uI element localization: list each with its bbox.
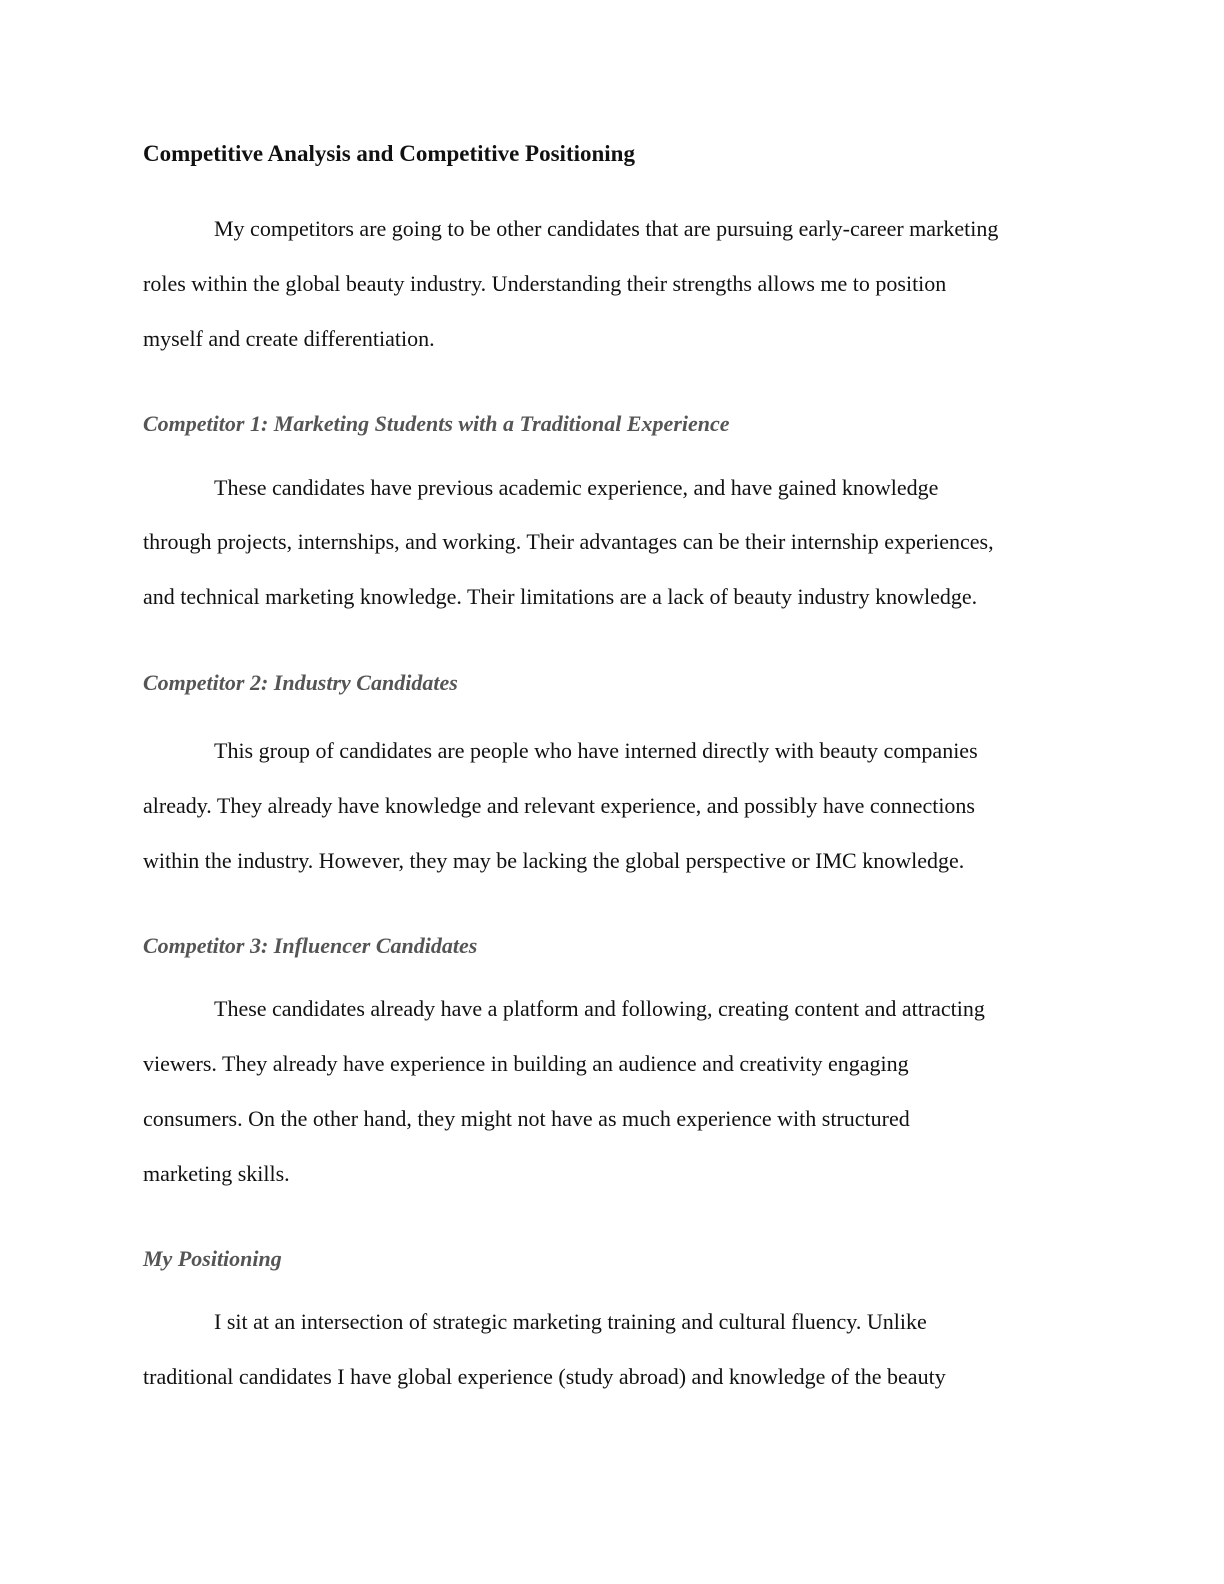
paragraph-line: I sit at an intersection of strategic marketing training and cultural fluency. Unlike bbox=[214, 1309, 927, 1334]
paragraph-line: These candidates have previous academic experience, and have gained knowledge bbox=[214, 475, 939, 500]
paragraph-line: consumers. On the other hand, they might not have as much experience with structured bbox=[143, 1106, 910, 1131]
paragraph-line: and technical marketing knowledge. Their limitations are a lack of beauty industry knowledge. bbox=[143, 584, 978, 609]
document-title: Competitive Analysis and Competitive Positioning bbox=[143, 141, 635, 166]
paragraph-line: viewers. They already have experience in building an audience and creativity engaging bbox=[143, 1051, 909, 1076]
paragraph-line: This group of candidates are people who have interned directly with beauty companies bbox=[214, 738, 978, 763]
paragraph-line: marketing skills. bbox=[143, 1161, 290, 1186]
section-heading-my-positioning: My Positioning bbox=[143, 1246, 282, 1271]
intro-line: myself and create differentiation. bbox=[143, 326, 435, 351]
paragraph-line: These candidates already have a platform and following, creating content and attracting bbox=[214, 996, 985, 1021]
paragraph-line: traditional candidates I have global experience (study abroad) and knowledge of the beauty bbox=[143, 1364, 946, 1389]
paragraph-line: through projects, internships, and working. Their advantages can be their internship experiences, bbox=[143, 529, 994, 554]
intro-line: My competitors are going to be other candidates that are pursuing early-career marketing bbox=[214, 216, 999, 241]
paragraph-line: already. They already have knowledge and relevant experience, and possibly have connections bbox=[143, 793, 975, 818]
section-heading-competitor-3: Competitor 3: Influencer Candidates bbox=[143, 933, 478, 958]
paragraph-line: within the industry. However, they may be lacking the global perspective or IMC knowledge. bbox=[143, 848, 965, 873]
intro-line: roles within the global beauty industry. Understanding their strengths allows me to position bbox=[143, 271, 947, 296]
section-heading-competitor-2: Competitor 2: Industry Candidates bbox=[143, 670, 458, 695]
section-heading-competitor-1: Competitor 1: Marketing Students with a Traditional Experience bbox=[143, 411, 730, 436]
